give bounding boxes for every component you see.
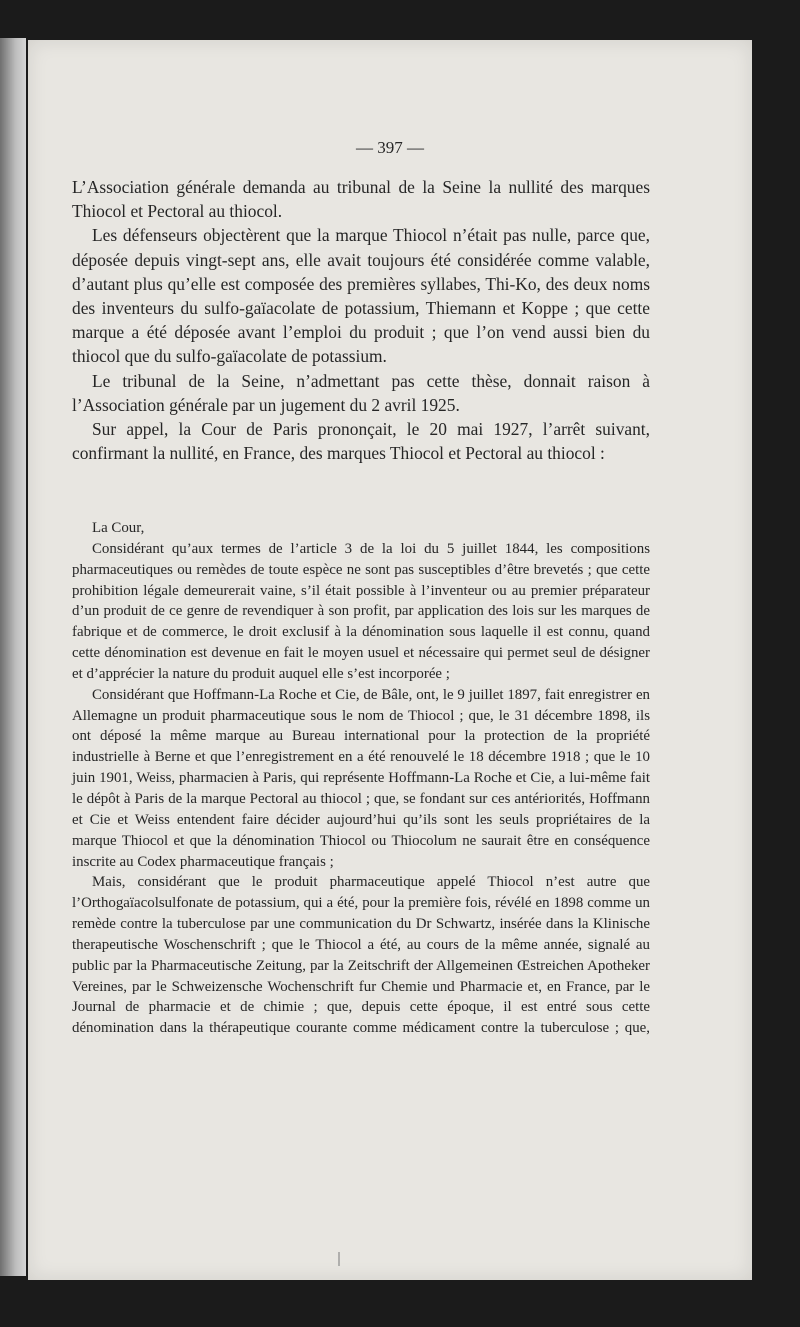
paragraph: Le tribunal de la Seine, n’admettant pas cette thèse, donnait raison à l’Association générale par un jugement du 2 avril 1925.	[72, 370, 650, 415]
adjacent-page-edge	[0, 38, 26, 1276]
page-number: — 397 —	[356, 138, 424, 157]
main-text	[72, 175, 650, 465]
book-page	[28, 40, 752, 1280]
print-mark	[338, 1252, 340, 1266]
quote-paragraph: Considérant que Hoffmann-La Roche et Cie, de Bâle, ont, le 9 juillet 1897, fait enregistrer en Allemagne un produit pharmaceutique sous le nom de Thiocol ; que, le 31 décembre 1898, ils ont déposé la même marque au Bureau international pour la protection de la propriété industrielle à Berne et que l’enregistrement en a été renouvelé le 18 décembre 1918 ; que le 10 juin 1901, Weiss, pharmacien à Paris, qui représente Hoffmann-La Roche et Cie, a lui-même fait le dépôt à Paris de la marque Pectoral au thiocol ; que, se fondant sur ces antériorités, Hoffmann et Cie et Weiss entendent faire décider aujourd’hui qu’ils sont les seuls propriétaires de la marque Thiocol et que la dénomination Thiocol ou Thiocolum ne saurait être en conséquence inscrite au Codex pharmaceutique français ;	[72, 686, 650, 870]
court-ruling-quote	[72, 518, 650, 1039]
quote-paragraph: Mais, considérant que le produit pharmaceutique appelé Thiocol n’est autre que l’Orthogaïacolsulfonate de potassium, qui a été, pour la première fois, révélé en 1898 comme un remède contre la tuberculose par une communication du Dr Schwartz, insérée dans la Klinische therapeutische Woschenschrift ; que le Thiocol a été, au cours de la même année, signalé au public par la Pharmaceutische Zeitung, par la Zeitschrift der Allgemeinen Œstreichen Apotheker Vereines, par le Schweizensche Wochenschrift fur Chemie und Pharmacie et, en France, par le Journal de pharmacie et de chimie ; que, depuis cette époque, il est entré sous cette dénomination dans la thérapeutique courante comme médicament contre la tuberculose ; que,	[72, 874, 650, 1037]
paragraph: L’Association générale demanda au tribunal de la Seine la nullité des marques Thiocol et Pectoral au thiocol.	[72, 177, 650, 222]
paragraph: Sur appel, la Cour de Paris prononçait, le 20 mai 1927, l’arrêt suivant, confirmant la nullité, en France, des marques Thiocol et Pectoral au thiocol :	[72, 419, 650, 464]
paragraph: Les défenseurs objectèrent que la marque Thiocol n’était pas nulle, parce que, déposée depuis vingt-sept ans, elle avait toujours été considérée comme valable, d’autant plus qu’elle est composée des premières syllabes, Thi-Ko, des deux noms des inventeurs du sulfo-gaïacolate de potassium, Thiemann et Koppe ; que cette marque a été déposée avant l’emploi du produit ; que l’on vend aussi bien du thiocol que du sulfo-gaïacolate de potassium.	[72, 225, 650, 367]
quote-paragraph: La Cour,	[92, 520, 145, 536]
quote-paragraph: Considérant qu’aux termes de l’article 3 de la loi du 5 juillet 1844, les compositions pharmaceutiques ou remèdes de toute espèce ne sont pas susceptibles d’être brevetés ; que cette prohibition légale demeurerait vaine, s’il était possible à l’inventeur ou au premier préparateur d’un produit de ce genre de revendiquer à son profit, par application des lois sur les marques de fabrique et de commerce, le droit exclusif à la dénomination sous laquelle il est connu, quand cette dénomination est devenue en fait le moyen usuel et nécessaire qui permet seul de désigner et d’apprécier la nature du produit auquel elle s’est incorporée ;	[72, 540, 650, 682]
